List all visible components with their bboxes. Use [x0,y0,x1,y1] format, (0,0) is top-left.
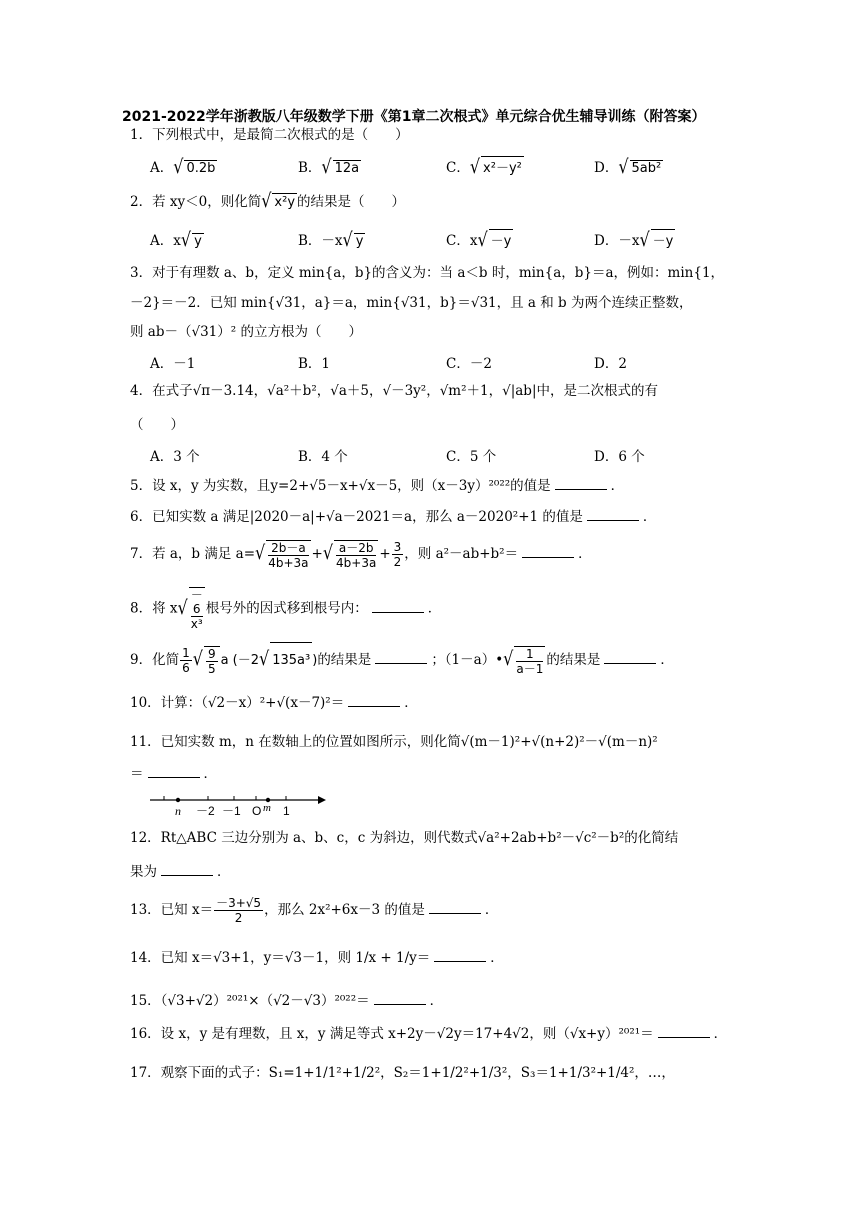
svg-text:n: n [175,804,181,818]
question-4-line-1: 4．在式子√π－3.14，√a²＋b²，√a＋5，√－3y²，√m²＋1，√|ab|中，是二次根式的有 [130,383,659,399]
q1-option-c: C．√ x²－y² [446,155,522,178]
svg-text:1: 1 [283,804,290,818]
question-3-line-1: 3．对于有理数 a、b，定义 min{a，b}的含义为：当 a＜b 时，min{a，b}＝a，例如：min{1， [130,265,725,281]
answer-blank [375,651,427,664]
q1-option-a: A．√ 0.2b [150,155,216,178]
answer-blank [348,694,400,707]
question-4-line-2: （ ） [130,417,184,433]
q1-option-d: D．√ 5ab² [594,155,662,178]
question-16: 16．设 x，y 是有理数，且 x，y 满足等式 x+2y－√2y＝17+4√2，则（√x+y）²⁰²¹＝ ． [130,1026,728,1042]
answer-blank [658,1025,710,1038]
q2-option-b: B．－x√ y [298,228,364,251]
q4-option-b: B．4 个 [298,449,348,465]
q3-option-d: D．2 [594,356,627,372]
question-13: 13．已知 x＝ $\frac{-3+√5}{2}$ ，那么 2x²+6x－3 的值是 ． [130,896,499,925]
answer-blank [372,600,424,613]
question-14: 14．已知 x＝√3+1，y＝√3－1，则 1/x + 1/y＝ ． [130,950,504,966]
svg-text:O: O [252,804,262,818]
q1-option-b: B．√ 12a [298,155,360,178]
q3-option-b: B．1 [298,356,331,372]
answer-blank [434,949,486,962]
answer-blank [148,765,200,778]
svg-text:m: m [263,802,271,814]
question-3-line-2: －2}＝－2．已知 min{√31，a}＝a，min{√31，b}＝√31，且 a 和 b 为两个连续正整数， [130,295,693,311]
q2-option-c: C．x√ －y [446,228,512,251]
q4-option-c: C．5 个 [446,449,497,465]
q4-option-a: A．3 个 [150,449,200,465]
q3-option-a: A．－1 [150,356,196,372]
q3-option-c: C．－2 [446,356,492,372]
answer-blank [374,992,426,1005]
answer-blank [555,477,607,490]
q2-option-a: A．x√ y [150,228,202,251]
svg-text:－1: －1 [222,804,241,818]
question-17: 17．观察下面的式子：S₁=1+1/1²+1/2²，S₂＝1+1/2²+1/3²，S₃＝1+1/3²+1/4²，…， [130,1065,675,1081]
question-1-stem: 1．下列根式中，是最简二次根式的是（ ） [130,127,409,143]
question-7: 7．若 a，b 满足 a=√ $\frac{2b-a}{4b+3a}$ +√ $\frac{a-2b}{4b+3a}$ + $\frac{3}{2}$ ，则 a²－ab+b²＝ ． [130,540,592,570]
question-6: 6．已知实数 a 满足|2020－a|+√a－2021＝a，那么 a－2020²+1 的值是 ． [130,509,657,525]
answer-blank [587,508,639,521]
svg-text:－2: －2 [196,804,215,818]
question-2-stem: 2．若 xy＜0，则化简√ x²y 的结果是（ ） [130,189,406,212]
number-line-figure [150,790,330,820]
question-8: 8．将 x√－ 6 x³ 根号外的因式移到根号内： ． [130,588,442,631]
question-11-line-1: 11．已知实数 m，n 在数轴上的位置如图所示，则化简√(m－1)²+√(n+2)²－√(m－n)² [130,734,658,750]
question-12-line-1: 12．Rt△ABC 三边分别为 a、b、c，c 为斜边，则代数式√a²+2ab+b²－√c²－b²的化简结 [130,830,679,846]
question-11-line-2: ＝ ． [130,766,217,782]
answer-blank [429,901,481,914]
document-title: 2021-2022学年浙教版八年级数学下册《第1章二次根式》单元综合优生辅导训练（附答案） [122,109,706,125]
q4-option-d: D．6 个 [594,449,645,465]
answer-blank [604,651,656,664]
question-3-line-3: 则 ab－（√31）² 的立方根为（ ） [130,324,362,340]
question-12-line-2: 果为 ． [130,864,231,880]
q2-option-d: D．－x√ －y [594,228,674,251]
question-15: 15．（√3+√2）²⁰²¹×（√2－√3）²⁰²²＝ ． [130,993,444,1009]
answer-blank [522,545,574,558]
question-10: 10．计算：（√2－x）²+√(x－7)²＝ ． [130,695,418,711]
answer-blank [161,863,213,876]
question-9: 9．化简 $\frac{1}{6}$ √ $\frac{9}{5}$ a (－2√ 135a³ )的结果是 ；（1－a）•√ $\frac{1}{a-1}$ 的结果是 ． [130,641,674,679]
question-5: 5．设 x，y 为实数，且y=2+√5－x+√x－5，则（x－3y）²⁰²²的值是 ． [130,478,625,494]
